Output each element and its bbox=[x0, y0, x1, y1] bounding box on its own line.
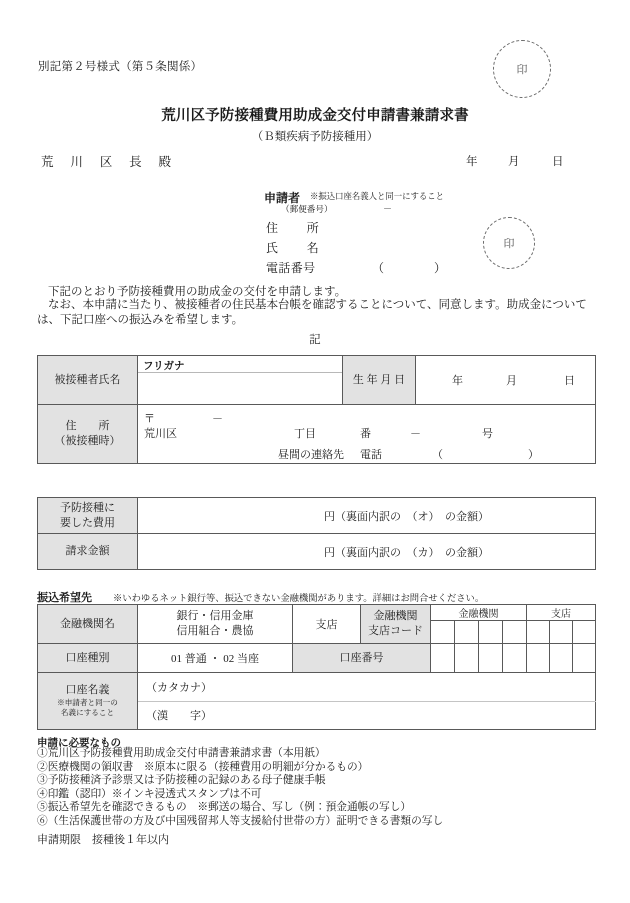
daytime-contact-label: 昼間の連絡先 bbox=[278, 449, 344, 461]
account-number-digit-5[interactable] bbox=[527, 644, 550, 673]
date-day-label: 日 bbox=[552, 156, 564, 168]
table-row bbox=[38, 673, 596, 702]
recipient-address-field[interactable] bbox=[138, 405, 596, 464]
phone-label: 電話 bbox=[360, 449, 382, 461]
account-holder-note-line2: 名義にすること bbox=[60, 707, 115, 717]
claim-amount-header-line1: 請求金額 bbox=[65, 545, 110, 558]
dob-month-label: 月 bbox=[506, 375, 517, 387]
institution-code-digit-2[interactable] bbox=[455, 621, 479, 644]
institution-code-digit-1[interactable] bbox=[431, 621, 455, 644]
list-item: ⑥（生活保護世帯の方及び中国残留邦人等支援給付世帯の方）証明できる書類の写し bbox=[37, 814, 444, 827]
vaccination-cost-header-line2: 要した費用 bbox=[60, 516, 115, 529]
branch-field[interactable]: 支店 bbox=[293, 605, 361, 644]
account-holder-kanji-field[interactable] bbox=[138, 701, 596, 730]
vaccination-cost-header-line1: 予防接種に bbox=[60, 501, 115, 514]
institution-kind-field[interactable] bbox=[138, 605, 293, 644]
seal-label: 印 bbox=[503, 238, 515, 250]
chome-label: 丁目 bbox=[294, 428, 316, 440]
form-number: 別記第２号様式（第５条関係） bbox=[38, 61, 203, 73]
seal-label: 印 bbox=[516, 64, 528, 76]
account-type-options[interactable]: 01 普通 ・ 02 当座 bbox=[138, 644, 293, 673]
account-number-digit-7[interactable] bbox=[573, 644, 596, 673]
dob-year-label: 年 bbox=[452, 375, 463, 387]
account-holder-kanji-label: （漢 字） bbox=[146, 710, 212, 723]
bank-code-header-line1: 金融機関 bbox=[373, 610, 418, 623]
ban-label: 番 bbox=[360, 428, 371, 440]
institution-code-group-label: 金融機関 bbox=[431, 605, 527, 621]
recipient-address-header-line2: （被接種時） bbox=[54, 435, 121, 447]
account-holder-katakana-label: （カタカナ） bbox=[146, 681, 212, 694]
furigana-rule bbox=[138, 372, 342, 373]
table-row bbox=[38, 405, 596, 464]
account-holder-note-line1: ※申請者と同一の bbox=[57, 698, 118, 708]
table-row bbox=[38, 644, 596, 673]
account-number-digit-2[interactable] bbox=[455, 644, 479, 673]
dob-field[interactable] bbox=[416, 356, 596, 405]
account-number-header: 口座番号 bbox=[293, 644, 431, 673]
table-row bbox=[38, 498, 596, 534]
institution-kind-line1: 銀行・信用金庫 bbox=[176, 610, 254, 623]
furigana-field[interactable] bbox=[138, 356, 343, 405]
ki-marker: 記 bbox=[309, 334, 321, 346]
applicant-label: 申請者 bbox=[264, 191, 301, 205]
ward-label: 荒川区 bbox=[144, 428, 177, 440]
table-row bbox=[38, 605, 596, 621]
table-row bbox=[38, 534, 596, 570]
bank-code-header-line2: 支店コード bbox=[368, 625, 423, 637]
requirements-title: 申請に必要なもの bbox=[37, 738, 121, 749]
page-subtitle: （Ｂ類疾病予防接種用） bbox=[251, 131, 379, 143]
date-month-label: 月 bbox=[508, 156, 520, 168]
applicant-postal-dash: － bbox=[383, 204, 393, 214]
recipient-address-header-line1: 住 所 bbox=[65, 420, 110, 433]
account-number-digit-4[interactable] bbox=[503, 644, 527, 673]
date-year-label: 年 bbox=[466, 156, 478, 168]
list-item: ③予防接種済予診票又は予防接種の記録のある母子健康手帳 bbox=[37, 774, 326, 787]
list-item: ⑤振込希望先を確認できるもの ※郵送の場合、写し（例：預金通帳の写し） bbox=[37, 801, 412, 814]
dob-day-label: 日 bbox=[564, 375, 575, 387]
requirements-list bbox=[37, 747, 617, 829]
account-type-header: 口座種別 bbox=[38, 644, 138, 673]
applicant-phone-paren-open: （ bbox=[372, 261, 385, 275]
claim-amount-unit-note: 円（裏面内訳の （カ） の金額） bbox=[324, 546, 489, 559]
table-row bbox=[38, 356, 596, 405]
account-holder-katakana-field[interactable] bbox=[138, 673, 596, 702]
list-item: ②医療機関の領収書 ※原本に限る（接種費用の明細が分かるもの） bbox=[37, 760, 369, 773]
applicant-postal-label: （郵便番号） bbox=[281, 204, 333, 214]
account-holder-header bbox=[38, 673, 138, 730]
dob-header: 生 年 月 日 bbox=[343, 356, 416, 405]
phone-paren-open: （ bbox=[432, 449, 443, 461]
bank-section-note: ※いわゆるネット銀行等、振込できない金融機関があります。詳細はお問合せください。 bbox=[113, 594, 485, 604]
claim-amount-field[interactable] bbox=[138, 534, 596, 570]
vaccination-cost-header bbox=[38, 498, 138, 534]
branch-code-digit-2[interactable] bbox=[550, 621, 573, 644]
addressee: 荒 川 区 長 殿 bbox=[41, 155, 178, 169]
list-item: ④印鑑（認印）※インキ浸透式スタンプは不可 bbox=[37, 787, 262, 800]
applicant-name-label: 氏 名 bbox=[266, 241, 328, 255]
bank-code-header bbox=[361, 605, 431, 644]
branch-code-digit-1[interactable] bbox=[527, 621, 550, 644]
applicant-note: ※振込口座名義人と同一にすること bbox=[310, 192, 444, 201]
gou-label: 号 bbox=[482, 428, 493, 440]
vaccination-cost-unit-note: 円（裏面内訳の （オ） の金額） bbox=[324, 510, 489, 523]
account-number-digit-1[interactable] bbox=[431, 644, 455, 673]
institution-code-digit-4[interactable] bbox=[503, 621, 527, 644]
bank-section-heading: 振込希望先 bbox=[37, 592, 92, 604]
applicant-address-label: 住 所 bbox=[266, 221, 328, 235]
institution-kind-line2: 信用組合・農協 bbox=[176, 625, 254, 637]
recipient-table bbox=[37, 355, 596, 464]
vaccination-cost-field[interactable] bbox=[138, 498, 596, 534]
body-paragraph-2: なお、本申請に当たり、被接種者の住民基本台帳を確認することについて、同意します。助成金については、下記口座への振込みを希望します。 bbox=[37, 299, 587, 326]
account-number-digit-6[interactable] bbox=[550, 644, 573, 673]
branch-code-digit-3[interactable] bbox=[573, 621, 596, 644]
account-holder-header-label: 口座名義 bbox=[65, 684, 110, 697]
cost-table bbox=[37, 497, 596, 570]
furigana-label: フリガナ bbox=[143, 361, 185, 372]
bank-table bbox=[37, 604, 596, 730]
application-deadline: 申請期限 接種後１年以内 bbox=[37, 834, 169, 846]
seal-stamp-top bbox=[493, 40, 551, 98]
institution-code-digit-3[interactable] bbox=[479, 621, 503, 644]
applicant-phone-label: 電話番号 bbox=[266, 261, 316, 275]
claim-amount-header bbox=[38, 534, 138, 570]
ban-dash: － bbox=[410, 428, 421, 440]
postal-dash: － bbox=[212, 413, 223, 425]
recipient-address-header bbox=[38, 405, 138, 464]
recipient-name-header: 被接種者氏名 bbox=[38, 356, 138, 405]
seal-stamp-applicant bbox=[483, 217, 535, 269]
account-number-digit-3[interactable] bbox=[479, 644, 503, 673]
page-title: 荒川区予防接種費用助成金交付申請書兼請求書 bbox=[161, 108, 469, 124]
branch-code-group-label: 支店 bbox=[527, 605, 596, 621]
applicant-phone-paren-close: ） bbox=[434, 261, 447, 275]
institution-name-header: 金融機関名 bbox=[38, 605, 138, 644]
body-paragraph-1: 下記のとおり予防接種費用の助成金の交付を申請します。 bbox=[48, 286, 347, 298]
phone-paren-close: ） bbox=[528, 449, 539, 461]
postal-symbol: 〒 bbox=[144, 413, 155, 425]
list-item: ①荒川区予防接種費用助成金交付申請書兼請求書（本用紙） bbox=[37, 747, 326, 759]
